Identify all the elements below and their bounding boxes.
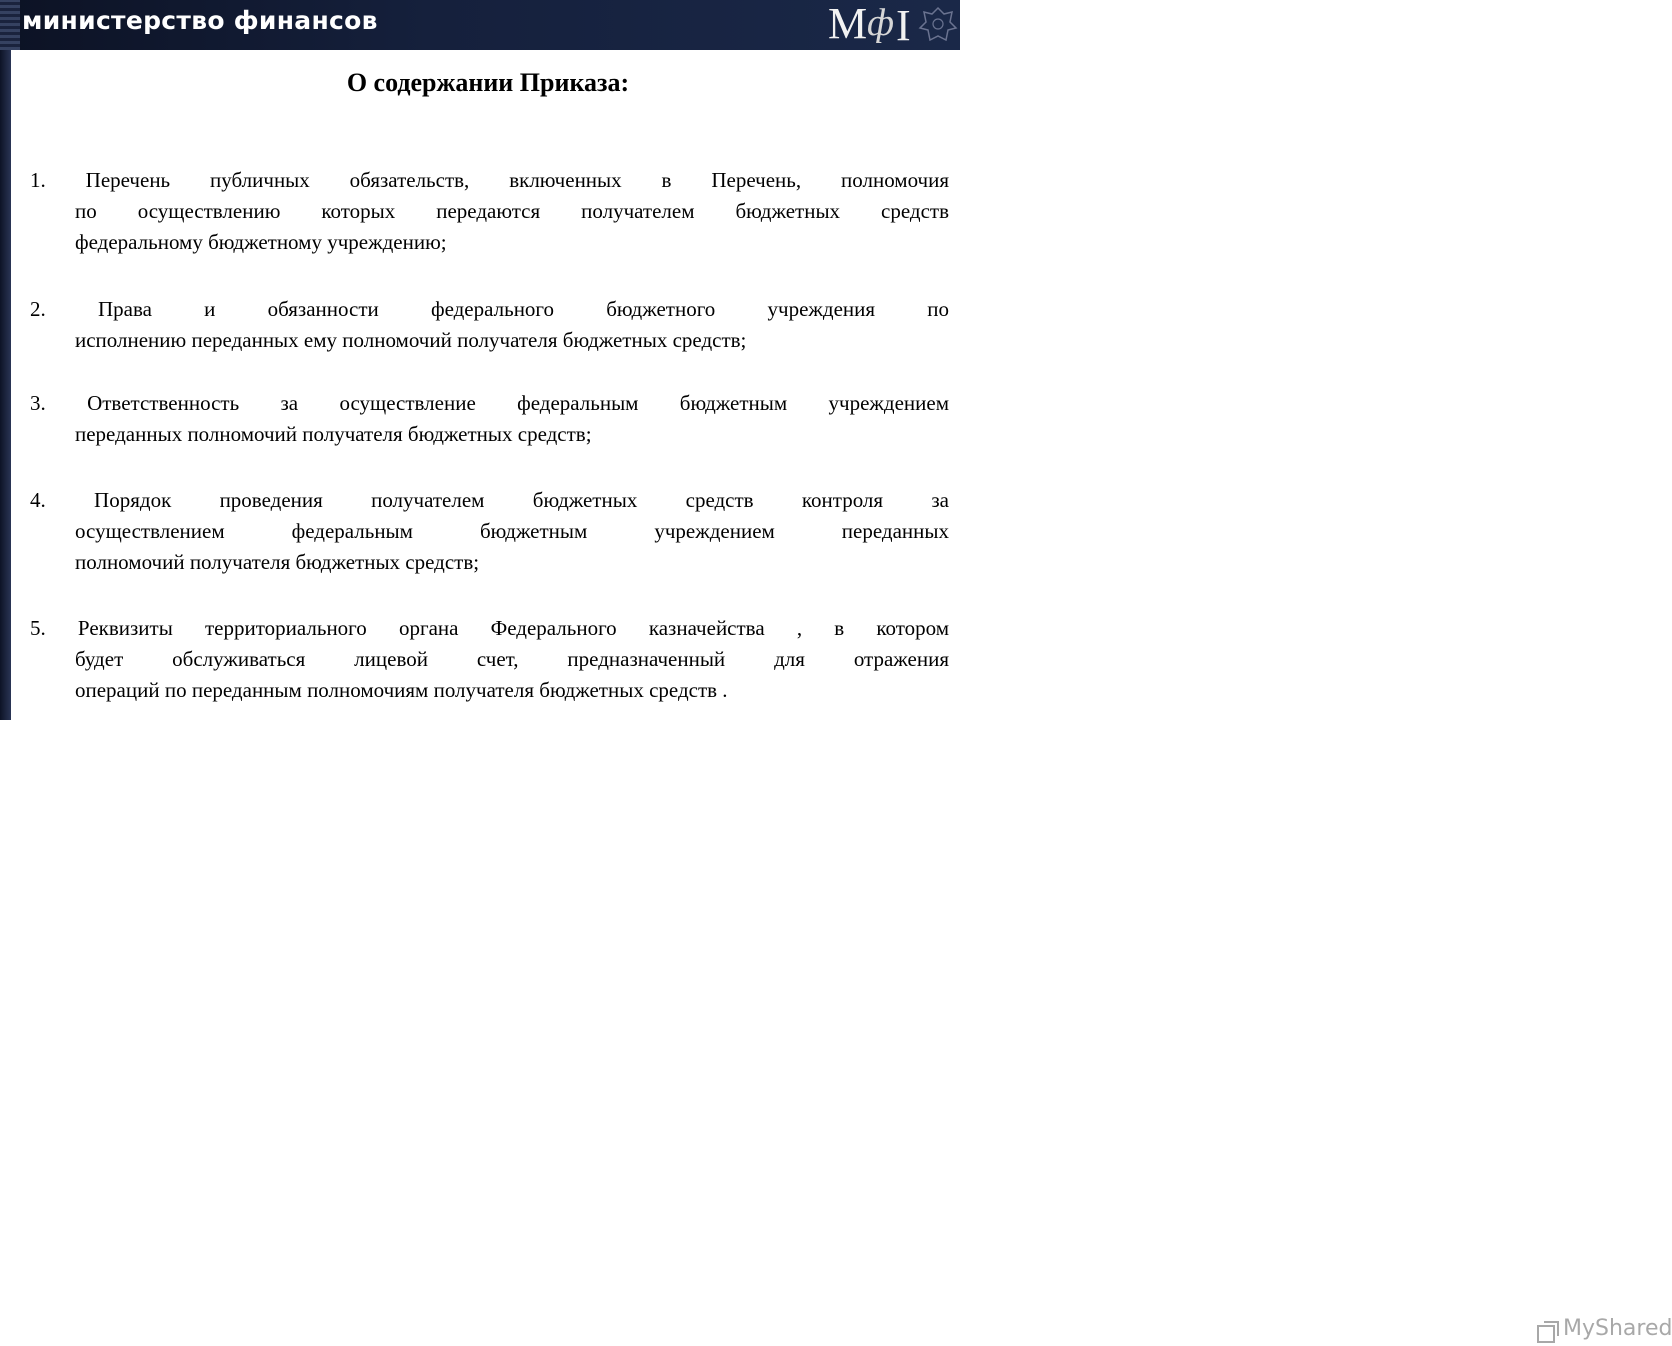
list-item [30, 485, 949, 578]
list-item-line: 5. Реквизиты территориального органа Федерального казначейства , в котором [30, 616, 949, 640]
slide-title: О содержании Приказа: [346, 68, 630, 97]
building-graphic [0, 0, 20, 50]
list-item-line: 3. Ответственность за осуществление федеральным бюджетным учреждением [30, 391, 949, 415]
watermark-text: MyShared [1563, 1316, 1672, 1341]
list-item-line: полномочий получателя бюджетных средств; [75, 550, 480, 574]
header-banner [0, 0, 960, 50]
left-decorative-bar [0, 50, 11, 720]
list-item-line: будет обслуживаться лицевой счет, предназначенный для отражения [75, 647, 949, 671]
list-item-line: федеральному бюджетному учреждению; [75, 230, 447, 254]
list-item-line: по осуществлению которых передаются получателем бюджетных средств [75, 199, 949, 223]
list-item [30, 165, 949, 258]
list-item-line: переданных полномочий получателя бюджетных средств; [75, 422, 592, 446]
coat-of-arms-icon [918, 4, 958, 46]
list-item-line: 4. Порядок проведения получателем бюджетных средств контроля за [30, 488, 949, 512]
ministry-logo: М ф I [828, 0, 911, 50]
list-item [30, 294, 949, 356]
ministry-name: министерство финансов [22, 6, 378, 35]
list-item-line: 2. Права и обязанности федерального бюджетного учреждения по [30, 297, 949, 321]
list-item [30, 613, 949, 706]
list-item-line: осуществлением федеральным бюджетным учреждением переданных [75, 519, 949, 543]
list-item-line: 1. Перечень публичных обязательств, включенных в Перечень, полномочия [30, 168, 949, 192]
list-item-line: исполнению переданных ему полномочий получателя бюджетных средств; [75, 328, 747, 352]
list-item [30, 388, 949, 450]
watermark-icon [1536, 1320, 1560, 1346]
list-item-line: операций по переданным полномочиям получателя бюджетных средств . [75, 678, 728, 702]
